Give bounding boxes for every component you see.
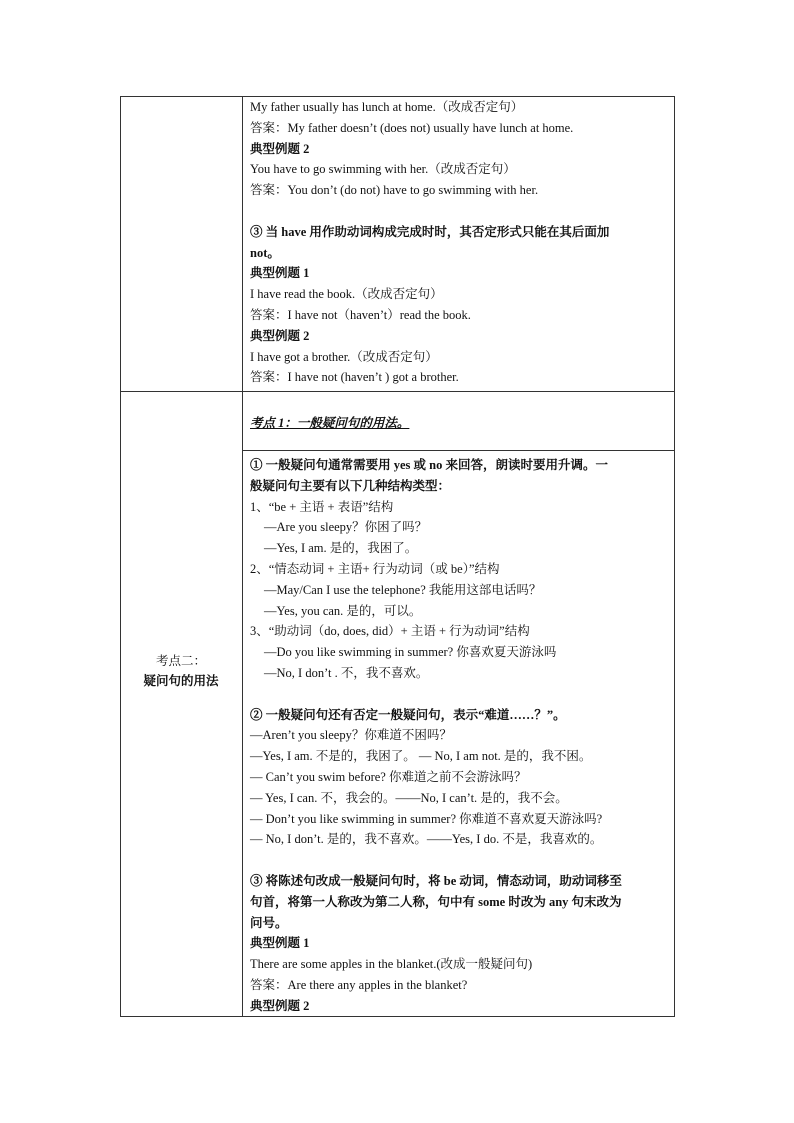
section2-label-line1: 考点二： [155,654,206,668]
section2-line: 典型例题 2 [250,998,310,1013]
content-table [120,96,675,1017]
section1-line [250,201,609,222]
section2-line: —No, I don’t . 不，我不喜欢。 [264,665,429,680]
section2-line: 答案：Are there any apples in the blanket? [250,977,468,992]
section2-line: 般疑问句主要有以下几种结构类型： [250,478,451,493]
section2-line: ① 一般疑问句通常需要用 yes 或 no 来回答，朗读时要用升调。一 [250,458,608,472]
section2-line: —Yes, you can. 是的，可以。 [264,603,422,618]
section1-line: not。 [250,245,280,260]
section2-line: — Can’t you swim before? 你难道之前不会游泳吗？ [250,769,527,784]
section2-line: 问号。 [250,915,288,930]
section2-line: —Aren’t you sleepy？你难道不困吗？ [250,728,452,743]
section1-line: I have read the book.（改成否定句） [250,287,443,302]
section2-line: 句首，将第一人称改为第二人称，句中有 some 时改为 any 句末改为 [250,894,622,909]
section1-line: ③ 当 have 用作助动词构成完成时时，其否定形式只能在其后面加 [250,224,610,239]
section1-line: 典型例题 2 [250,328,310,343]
section2-line: —Yes, I am. 是的，我困了。 [264,541,418,556]
section2-label [120,651,242,691]
section2-line: ② 一般疑问句还有否定一般疑问句，表示“难道……？”。 [250,707,566,722]
section2-line: ③ 将陈述句改成一般疑问句时，将 be 动词，情态动词，助动词移至 [250,873,622,888]
section1-line: 典型例题 2 [250,141,310,156]
section2-line: 2、“情态动词 + 主语+ 行为动词（或 be）”结构 [250,561,500,576]
section2-line: — Don’t you like swimming in summer? 你难道不喜欢夏天游泳吗? [250,811,603,826]
section2-line: — No, I don’t. 是的，我不喜欢。——Yes, I do. 不是，我喜欢的。 [250,832,603,847]
table-row-divider [120,391,675,392]
table-column-divider [242,96,243,1017]
section2-line: —Are you sleepy？你困了吗？ [264,520,428,535]
heading-divider [242,450,675,451]
section2-line: 1、“be + 主语 + 表语”结构 [250,499,394,514]
section1-line: 答案：I have not（haven’t）read the book. [250,307,471,322]
table-border-right [674,96,675,1017]
section2-line: —May/Can I use the telephone? 我能用这部电话吗？ [264,582,542,597]
section1-line: I have got a brother.（改成否定句） [250,349,438,364]
section1-line: You have to go swimming with her.（改成否定句） [250,162,516,177]
section2-line [250,850,622,871]
section2-line: —Yes, I am. 不是的，我困了。 — No, I am not. 是的，我不困。 [250,749,592,764]
section2-label-line2: 疑问句的用法 [143,674,219,688]
section1-line: 答案：My father doesn’t (does not) usually have lunch at home. [250,120,574,135]
section1-line: 答案：I have not (haven’t ) got a brother. [250,370,459,385]
section2-line: 典型例题 1 [250,936,310,951]
table-border-left [120,96,121,1017]
section2-line [250,684,622,705]
section1-line: 答案：You don’t (do not) have to go swimming with her. [250,183,539,198]
section2-heading: 考点 1：一般疑问句的用法。 [250,416,410,430]
section2-content [250,455,622,1017]
section2-line: — Yes, I can. 不，我会的。——No, I can’t. 是的，我不会。 [250,790,568,805]
section2-line: —Do you like swimming in summer? 你喜欢夏天游泳吗 [264,645,557,660]
section2-line: There are some apples in the blanket.(改成一般疑问句) [250,957,533,972]
section2-line: 3、“助动词（do, does, did）+ 主语 + 行为动词”结构 [250,624,530,639]
section1-content [250,97,609,388]
section1-line: My father usually has lunch at home.（改成否定句） [250,100,524,114]
section1-line: 典型例题 1 [250,266,310,281]
